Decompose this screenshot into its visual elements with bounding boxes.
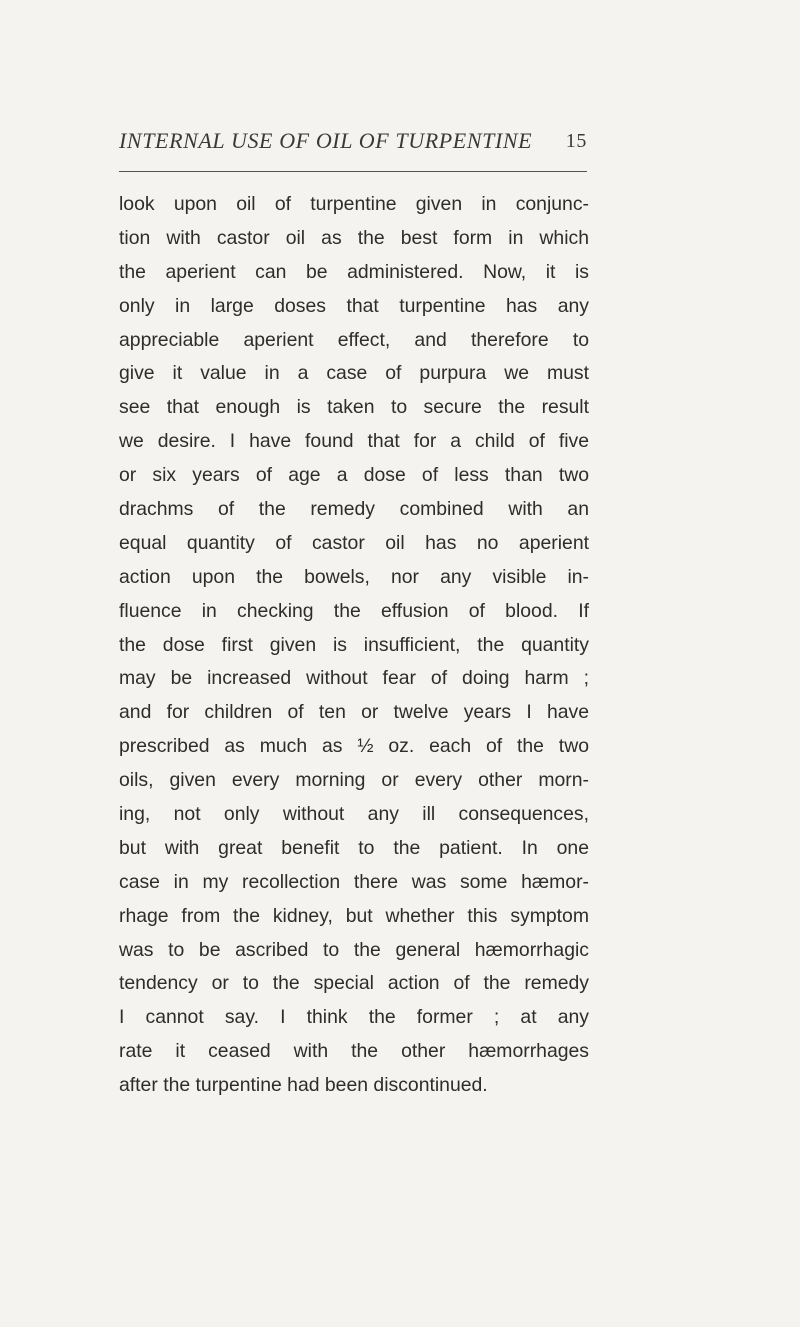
text-line: I cannot say. I think the former ; at any bbox=[119, 1006, 589, 1029]
page-number: 15 bbox=[565, 130, 587, 152]
text-line: action upon the bowels, nor any visible in- bbox=[119, 565, 589, 588]
text-line: drachms of the remedy combined with an bbox=[119, 498, 589, 521]
body-paragraph bbox=[119, 188, 589, 1103]
text-line: after the turpentine had been discontinued. bbox=[119, 1074, 488, 1097]
header-rule bbox=[119, 171, 587, 172]
running-head bbox=[119, 124, 587, 156]
text-line: and for children of ten or twelve years I have bbox=[119, 701, 589, 724]
text-line: but with great benefit to the patient. In one bbox=[119, 836, 589, 859]
text-line: the dose first given is insufficient, the quantity bbox=[119, 633, 589, 656]
text-line: ing, not only without any ill consequences, bbox=[119, 803, 589, 826]
text-line: oils, given every morning or every other morn- bbox=[119, 769, 589, 792]
text-line: equal quantity of castor oil has no aperient bbox=[119, 531, 589, 554]
text-line: tion with castor oil as the best form in which bbox=[119, 226, 589, 249]
text-line: tendency or to the special action of the remedy bbox=[119, 972, 589, 995]
text-line: the aperient can be administered. Now, it is bbox=[119, 260, 589, 283]
text-line: fluence in checking the effusion of blood. If bbox=[119, 599, 589, 622]
text-line: give it value in a case of purpura we must bbox=[119, 362, 589, 385]
text-line: was to be ascribed to the general hæmorrhagic bbox=[119, 938, 589, 961]
text-line: or six years of age a dose of less than two bbox=[119, 464, 589, 487]
text-line: only in large doses that turpentine has any bbox=[119, 294, 589, 317]
text-line: look upon oil of turpentine given in conjunc- bbox=[119, 193, 589, 215]
running-head-title: INTERNAL USE OF OIL OF TURPENTINE bbox=[119, 128, 533, 153]
text-line: see that enough is taken to secure the result bbox=[119, 396, 589, 419]
text-line: we desire. I have found that for a child of five bbox=[119, 430, 589, 453]
text-line: may be increased without fear of doing harm ; bbox=[119, 667, 589, 690]
text-line: appreciable aperient effect, and therefore to bbox=[119, 328, 589, 351]
text-line: rhage from the kidney, but whether this symptom bbox=[119, 904, 589, 927]
text-line: case in my recollection there was some hæmor- bbox=[119, 870, 589, 893]
text-line: prescribed as much as ½ oz. each of the two bbox=[119, 735, 589, 758]
text-line: rate it ceased with the other hæmorrhages bbox=[119, 1040, 589, 1063]
